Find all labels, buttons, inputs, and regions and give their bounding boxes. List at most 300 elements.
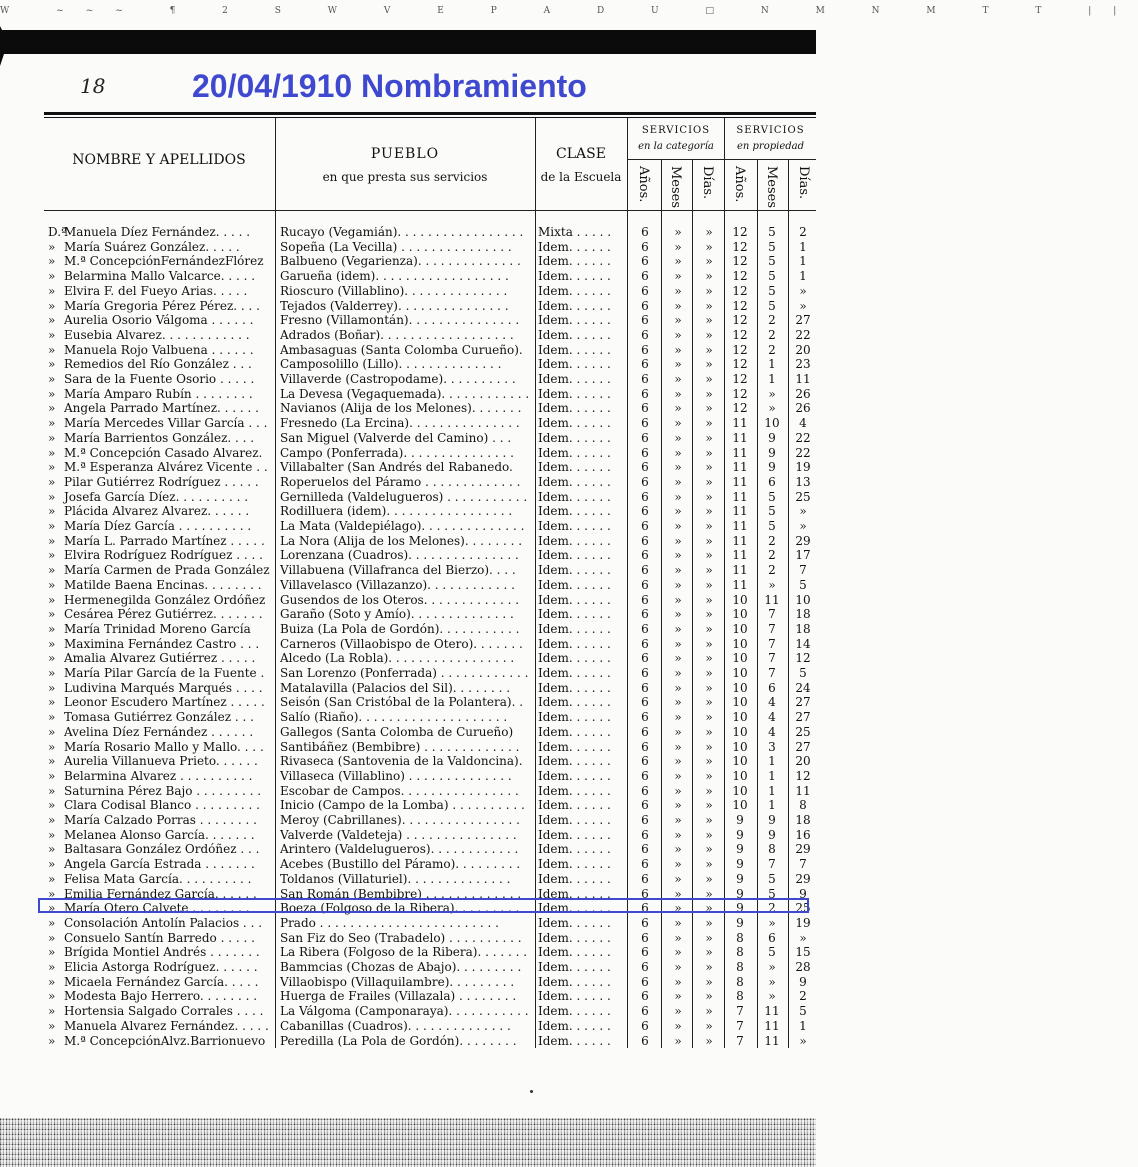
row-mark: » <box>48 768 56 783</box>
row-pueblo: Escobar de Campos. . . . . . . . . . . . . . . . <box>280 783 519 798</box>
row-dias-propiedad: » <box>799 504 807 519</box>
table-row <box>0 534 816 549</box>
row-clase: Idem. . . . . . <box>538 445 611 460</box>
row-clase: Idem. . . . . . <box>538 283 611 298</box>
row-dias-propiedad: 5 <box>799 666 807 680</box>
row-name: M.ª ConcepciónAlvz.Barrionuevo <box>64 1033 266 1048</box>
row-clase: Idem. . . . . . <box>538 592 611 607</box>
row-meses-categoria: » <box>674 1004 682 1019</box>
row-dias-propiedad: 18 <box>795 621 811 636</box>
row-clase: Idem. . . . . . <box>538 886 611 901</box>
row-dias-categoria: » <box>705 1004 713 1019</box>
row-pueblo: Matalavilla (Palacios del Sil). . . . . . . . <box>280 680 511 695</box>
row-pueblo: Villaobispo (Villaquilambre). . . . . . . . . <box>280 974 515 989</box>
table-row <box>0 989 816 1004</box>
page-number: 18 <box>80 74 106 98</box>
row-meses-categoria: » <box>674 225 682 239</box>
row-dias-propiedad: 1 <box>799 254 807 269</box>
table-row <box>0 784 816 799</box>
row-meses-propiedad: » <box>768 960 776 974</box>
row-dias-propiedad: 12 <box>795 768 811 783</box>
row-clase: Idem. . . . . . <box>538 607 611 622</box>
row-dias-categoria: » <box>705 577 713 592</box>
row-name: Pilar Gutiérrez Rodríguez . . . . . <box>64 474 259 489</box>
row-dias-categoria: » <box>705 989 713 1004</box>
table-row <box>0 387 816 402</box>
row-meses-categoria: » <box>674 342 682 357</box>
row-meses-categoria: » <box>674 724 682 739</box>
row-meses-propiedad: 7 <box>768 666 776 680</box>
row-dias-propiedad: 20 <box>795 342 811 357</box>
row-mark: » <box>48 607 56 622</box>
row-mark: » <box>48 372 56 386</box>
row-anos-propiedad: 10 <box>732 680 748 695</box>
row-anos-categoria: 6 <box>641 254 649 269</box>
row-clase: Idem. . . . . . <box>538 342 611 357</box>
row-name: M.ª Concepción Casado Alvarez. <box>64 445 263 460</box>
row-pueblo: Gusendos de los Oteros. . . . . . . . . . . . . <box>280 592 520 607</box>
row-meses-propiedad: 5 <box>768 298 776 313</box>
table-row <box>0 372 816 387</box>
row-anos-propiedad: 11 <box>732 430 748 445</box>
table-row <box>0 343 816 358</box>
table-row <box>0 401 816 416</box>
row-anos-propiedad: 7 <box>736 1018 744 1033</box>
services-subheader-rule <box>628 159 816 160</box>
row-dias-propiedad: 14 <box>795 636 811 651</box>
row-mark: » <box>48 901 56 916</box>
row-anos-propiedad: 11 <box>732 563 748 578</box>
row-dias-propiedad: 23 <box>795 357 811 372</box>
highlight-box-maria-otero-calvete <box>38 898 809 916</box>
row-name: Manuela Alvarez Fernández. . . . . <box>64 1018 269 1033</box>
table-row <box>0 813 816 828</box>
row-name: María Trinidad Moreno García <box>64 621 251 636</box>
row-dias-categoria: » <box>705 724 713 739</box>
table-row <box>0 460 816 475</box>
row-meses-propiedad: 2 <box>768 901 776 916</box>
row-meses-propiedad: 10 <box>764 416 780 431</box>
row-meses-propiedad: 5 <box>768 519 776 533</box>
row-anos-categoria: 6 <box>641 357 649 372</box>
row-pueblo: Rioscuro (Villablino). . . . . . . . . . . . . . <box>280 283 508 298</box>
row-meses-propiedad: 5 <box>768 504 776 519</box>
table-row <box>0 695 816 710</box>
row-meses-categoria: » <box>674 842 682 857</box>
row-dias-propiedad: 1 <box>799 269 807 284</box>
row-meses-categoria: » <box>674 871 682 886</box>
row-clase: Idem. . . . . . <box>538 798 611 813</box>
row-name: Elvira Rodríguez Rodríguez . . . . <box>64 548 263 563</box>
row-clase: Idem. . . . . . <box>538 842 611 857</box>
row-clase: Idem. . . . . . <box>538 621 611 636</box>
row-name: María Mercedes Villar García . . . <box>64 416 268 431</box>
row-anos-propiedad: 12 <box>732 401 748 416</box>
row-name: Baltasara González Ordóñez . . . <box>64 842 260 857</box>
row-dias-propiedad: 22 <box>795 445 811 460</box>
row-dias-categoria: » <box>705 386 713 401</box>
row-mark: » <box>48 401 56 416</box>
row-mark: » <box>48 327 56 342</box>
row-name: M.ª ConcepciónFernándezFlórez <box>64 254 264 269</box>
row-pueblo: Toldanos (Villaturiel). . . . . . . . . . . . . . <box>280 871 511 886</box>
row-mark: » <box>48 489 56 504</box>
row-anos-categoria: 6 <box>641 519 649 533</box>
row-pueblo: Villabuena (Villafranca del Bierzo). . . . <box>280 563 516 578</box>
scan-top-margin <box>0 0 1138 28</box>
row-pueblo: La Nora (Alija de los Melones). . . . . . . . <box>280 533 523 548</box>
row-dias-propiedad: 22 <box>795 327 811 342</box>
row-dias-propiedad: 27 <box>795 695 811 710</box>
row-pueblo: San Miguel (Valverde del Camino) . . . <box>280 430 512 445</box>
row-meses-propiedad: 7 <box>768 651 776 666</box>
row-name: Cesárea Pérez Gutiérrez. . . . . . . <box>64 607 263 622</box>
row-mark: » <box>48 416 56 431</box>
row-name: Avelina Díez Fernández . . . . . . <box>64 724 254 739</box>
row-name: María Pilar García de la Fuente . <box>64 666 265 680</box>
row-dias-categoria: » <box>705 327 713 342</box>
row-pueblo: La Ribera (Folgoso de la Ribera). . . . . . . <box>280 945 528 960</box>
table-row <box>0 519 816 534</box>
row-mark: » <box>48 827 56 842</box>
header-pueblo-sub: en que presta sus servicios <box>322 170 488 184</box>
row-meses-categoria: » <box>674 857 682 872</box>
table-row <box>0 446 816 461</box>
row-dias-categoria: » <box>705 651 713 666</box>
row-pueblo: San Román (Bembibre) . . . . . . . . . . . . . <box>280 886 522 901</box>
scan-black-band <box>0 30 816 54</box>
row-mark: » <box>48 474 56 489</box>
row-anos-propiedad: 12 <box>732 254 748 269</box>
row-clase: Idem. . . . . . <box>538 372 611 386</box>
header-servicios-categoria: SERVICIOS <box>641 125 711 136</box>
row-anos-propiedad: 10 <box>732 666 748 680</box>
row-pueblo: Rodilluera (idem). . . . . . . . . . . . . . . . . <box>280 504 513 519</box>
row-dias-propiedad: » <box>799 930 807 945</box>
row-clase: Idem. . . . . . <box>538 915 611 930</box>
row-dias-categoria: » <box>705 1033 713 1048</box>
row-mark: » <box>48 357 56 372</box>
row-dias-propiedad: 5 <box>799 577 807 592</box>
row-meses-propiedad: 5 <box>768 886 776 901</box>
row-dias-propiedad: 11 <box>795 783 811 798</box>
row-anos-categoria: 6 <box>641 901 649 916</box>
row-pueblo: Villaverde (Castropodame). . . . . . . . . . <box>280 372 516 386</box>
row-pueblo: La Válgoma (Camponaraya). . . . . . . . . . . <box>280 1004 529 1019</box>
row-meses-propiedad: 9 <box>768 827 776 842</box>
row-name: Belarmina Mallo Valcarce. . . . . <box>64 269 256 284</box>
row-name: Melanea Alonso García. . . . . . . <box>64 827 255 842</box>
row-mark: » <box>48 960 56 974</box>
row-dias-propiedad: 27 <box>795 710 811 725</box>
row-dias-categoria: » <box>705 298 713 313</box>
row-dias-categoria: » <box>705 768 713 783</box>
row-meses-categoria: » <box>674 636 682 651</box>
row-clase: Idem. . . . . . <box>538 519 611 533</box>
row-anos-propiedad: 10 <box>732 651 748 666</box>
row-anos-categoria: 6 <box>641 283 649 298</box>
row-clase: Idem. . . . . . <box>538 666 611 680</box>
row-anos-categoria: 6 <box>641 504 649 519</box>
row-dias-propiedad: 27 <box>795 739 811 754</box>
row-mark: » <box>48 739 56 754</box>
row-dias-propiedad: 18 <box>795 813 811 827</box>
row-meses-propiedad: 2 <box>768 327 776 342</box>
table-row <box>0 975 816 990</box>
row-clase: Idem. . . . . . <box>538 1033 611 1048</box>
row-clase: Idem. . . . . . <box>538 974 611 989</box>
row-anos-propiedad: 11 <box>732 519 748 533</box>
row-pueblo: Prado . . . . . . . . . . . . . . . . . . . . . . . . <box>280 915 499 930</box>
row-dias-propiedad: 1 <box>799 239 807 254</box>
row-anos-categoria: 6 <box>641 342 649 357</box>
row-anos-propiedad: 9 <box>736 813 744 827</box>
row-mark: » <box>48 254 56 269</box>
row-anos-categoria: 6 <box>641 783 649 798</box>
row-dias-propiedad: 2 <box>799 225 807 239</box>
table-row <box>0 960 816 975</box>
table-row <box>0 769 816 784</box>
row-pueblo: Tejados (Valderrey). . . . . . . . . . . . . . . <box>280 298 509 313</box>
row-name: Eusebia Alvarez. . . . . . . . . . . . <box>64 327 250 342</box>
row-anos-categoria: 6 <box>641 239 649 254</box>
row-meses-propiedad: 3 <box>768 739 776 754</box>
row-meses-propiedad: 6 <box>768 680 776 695</box>
row-mark: » <box>48 342 56 357</box>
row-name: María Otero Calvete . . . . . . . . <box>64 901 250 916</box>
table-row <box>0 931 816 946</box>
row-name: Remedios del Río González . . . <box>64 357 252 372</box>
row-pueblo: Gallegos (Santa Colomba de Curueño) <box>280 724 514 739</box>
row-name: María Díez García . . . . . . . . . . <box>64 519 252 533</box>
row-dias-categoria: » <box>705 680 713 695</box>
row-meses-propiedad: 2 <box>768 533 776 548</box>
header-dias-1: Días. <box>700 166 715 200</box>
row-dias-propiedad: 8 <box>799 798 807 813</box>
row-dias-propiedad: 11 <box>795 372 811 386</box>
row-anos-categoria: 6 <box>641 842 649 857</box>
row-name: Ludivina Marqués Marqués . . . . <box>64 680 263 695</box>
row-dias-categoria: » <box>705 401 713 416</box>
table-row <box>0 828 816 843</box>
row-dias-propiedad: 25 <box>795 901 811 916</box>
table-row <box>0 666 816 681</box>
row-anos-categoria: 6 <box>641 886 649 901</box>
table-row <box>0 269 816 284</box>
row-anos-categoria: 6 <box>641 724 649 739</box>
row-anos-propiedad: 10 <box>732 607 748 622</box>
row-meses-categoria: » <box>674 592 682 607</box>
row-mark: » <box>48 592 56 607</box>
row-anos-propiedad: 12 <box>732 225 748 239</box>
row-dias-categoria: » <box>705 827 713 842</box>
row-meses-categoria: » <box>674 739 682 754</box>
row-dias-propiedad: 17 <box>795 548 811 563</box>
row-dias-propiedad: 29 <box>795 842 811 857</box>
row-pueblo: Cabanillas (Cuadros). . . . . . . . . . . . . . <box>280 1018 511 1033</box>
row-meses-categoria: » <box>674 327 682 342</box>
row-meses-propiedad: 5 <box>768 871 776 886</box>
row-clase: Idem. . . . . . <box>538 695 611 710</box>
row-clase: Idem. . . . . . <box>538 460 611 475</box>
row-name: María L. Parrado Martínez . . . . . <box>64 533 265 548</box>
row-dias-propiedad: 19 <box>795 915 811 930</box>
row-dias-categoria: » <box>705 636 713 651</box>
header-nombre: NOMBRE Y APELLIDOS <box>72 152 246 168</box>
row-meses-categoria: » <box>674 1033 682 1048</box>
row-meses-categoria: » <box>674 239 682 254</box>
table-row <box>0 842 816 857</box>
row-name: María Rosario Mallo y Mallo. . . . <box>64 739 264 754</box>
row-clase: Idem. . . . . . <box>538 989 611 1004</box>
row-anos-propiedad: 12 <box>732 372 748 386</box>
row-dias-categoria: » <box>705 621 713 636</box>
row-mark: » <box>48 577 56 592</box>
row-name: Aurelia Osorio Válgoma . . . . . . <box>64 313 254 328</box>
row-meses-categoria: » <box>674 430 682 445</box>
table-row <box>0 578 816 593</box>
row-dias-categoria: » <box>705 474 713 489</box>
row-dias-categoria: » <box>705 1018 713 1033</box>
row-meses-categoria: » <box>674 386 682 401</box>
row-clase: Idem. . . . . . <box>538 504 611 519</box>
row-meses-propiedad: 9 <box>768 445 776 460</box>
row-dias-categoria: » <box>705 915 713 930</box>
row-anos-propiedad: 12 <box>732 283 748 298</box>
row-dias-propiedad: 13 <box>795 474 811 489</box>
row-anos-categoria: 6 <box>641 1018 649 1033</box>
row-dias-categoria: » <box>705 945 713 960</box>
row-mark: » <box>48 1004 56 1019</box>
row-anos-categoria: 6 <box>641 930 649 945</box>
row-meses-categoria: » <box>674 666 682 680</box>
row-meses-categoria: » <box>674 504 682 519</box>
row-name: Manuela Rojo Valbuena . . . . . . <box>64 342 254 357</box>
row-anos-categoria: 6 <box>641 563 649 578</box>
row-mark: » <box>48 857 56 872</box>
row-anos-categoria: 6 <box>641 474 649 489</box>
row-meses-propiedad: 7 <box>768 636 776 651</box>
row-mark: » <box>48 754 56 769</box>
row-dias-categoria: » <box>705 886 713 901</box>
row-meses-categoria: » <box>674 445 682 460</box>
row-name: Maximina Fernández Castro . . . <box>64 636 260 651</box>
row-meses-propiedad: 1 <box>768 754 776 769</box>
row-name: Hermenegilda González Ordóñez <box>64 592 266 607</box>
row-meses-categoria: » <box>674 989 682 1004</box>
row-name: Emilia Fernández García. . . . . . <box>64 886 257 901</box>
row-meses-propiedad: 7 <box>768 857 776 872</box>
row-pueblo: Buiza (La Pola de Gordón). . . . . . . . . . . <box>280 621 520 636</box>
row-anos-propiedad: 12 <box>732 342 748 357</box>
row-anos-categoria: 6 <box>641 945 649 960</box>
row-dias-propiedad: 22 <box>795 430 811 445</box>
row-dias-categoria: » <box>705 533 713 548</box>
header-dias-2: Días. <box>796 166 811 200</box>
row-dias-categoria: » <box>705 607 713 622</box>
row-meses-categoria: » <box>674 313 682 328</box>
row-meses-propiedad: 1 <box>768 357 776 372</box>
row-clase: Idem. . . . . . <box>538 548 611 563</box>
row-clase: Idem. . . . . . <box>538 386 611 401</box>
row-mark: » <box>48 798 56 813</box>
table-row <box>0 357 816 372</box>
row-dias-categoria: » <box>705 430 713 445</box>
row-pueblo: Santibáñez (Bembibre) . . . . . . . . . . . . . <box>280 739 520 754</box>
row-anos-categoria: 6 <box>641 827 649 842</box>
row-meses-propiedad: 1 <box>768 372 776 386</box>
row-anos-propiedad: 10 <box>732 592 748 607</box>
row-mark: » <box>48 621 56 636</box>
row-mark: » <box>48 915 56 930</box>
row-clase: Idem. . . . . . <box>538 651 611 666</box>
row-clase: Idem. . . . . . <box>538 768 611 783</box>
header-pueblo: PUEBLO <box>370 146 440 162</box>
header-anos-1: Años. <box>636 166 651 203</box>
row-mark: » <box>48 313 56 328</box>
row-pueblo: Fresno (Villamontán). . . . . . . . . . . . . . . <box>280 313 520 328</box>
header-meses-1: Meses <box>668 166 683 209</box>
row-clase: Idem. . . . . . <box>538 724 611 739</box>
row-mark: » <box>48 989 56 1004</box>
row-pueblo: Adrados (Boñar). . . . . . . . . . . . . . . . . . <box>280 327 514 342</box>
row-mark: » <box>48 842 56 857</box>
row-meses-propiedad: 6 <box>768 474 776 489</box>
row-pueblo: Campo (Ponferrada). . . . . . . . . . . . . . . <box>280 445 514 460</box>
row-mark: » <box>48 386 56 401</box>
row-pueblo: La Mata (Valdepiélago). . . . . . . . . . . . . . <box>280 519 525 533</box>
row-clase: Idem. . . . . . <box>538 327 611 342</box>
row-anos-propiedad: 10 <box>732 724 748 739</box>
row-anos-categoria: 6 <box>641 680 649 695</box>
row-meses-propiedad: 6 <box>768 930 776 945</box>
row-meses-categoria: » <box>674 974 682 989</box>
row-anos-categoria: 6 <box>641 489 649 504</box>
row-name: Clara Codisal Blanco . . . . . . . . . <box>64 798 260 813</box>
row-anos-categoria: 6 <box>641 695 649 710</box>
row-pueblo: Meroy (Cabrillanes). . . . . . . . . . . . . . . . <box>280 813 520 827</box>
row-pueblo: Valverde (Valdeteja) . . . . . . . . . . . . . . . <box>280 827 517 842</box>
row-name: Modesta Bajo Herrero. . . . . . . . <box>64 989 258 1004</box>
row-meses-categoria: » <box>674 798 682 813</box>
row-mark: » <box>48 930 56 945</box>
row-clase: Idem. . . . . . <box>538 577 611 592</box>
row-anos-categoria: 6 <box>641 607 649 622</box>
row-meses-categoria: » <box>674 254 682 269</box>
row-dias-propiedad: 7 <box>799 563 807 578</box>
row-pueblo: Rucayo (Vegamián). . . . . . . . . . . . . . . . . <box>280 225 524 239</box>
row-dias-categoria: » <box>705 783 713 798</box>
row-name: Saturnina Pérez Bajo . . . . . . . . . <box>64 783 262 798</box>
row-anos-propiedad: 7 <box>736 1004 744 1019</box>
row-meses-propiedad: 4 <box>768 724 776 739</box>
row-anos-propiedad: 11 <box>732 577 748 592</box>
row-meses-propiedad: 2 <box>768 342 776 357</box>
table-row <box>0 504 816 519</box>
row-anos-propiedad: 12 <box>732 327 748 342</box>
row-anos-propiedad: 11 <box>732 474 748 489</box>
table-row <box>0 593 816 608</box>
row-anos-propiedad: 9 <box>736 871 744 886</box>
row-meses-propiedad: » <box>768 386 776 401</box>
row-pueblo: Balbueno (Vegarienza). . . . . . . . . . . . . . <box>280 254 521 269</box>
row-clase: Idem. . . . . . <box>538 680 611 695</box>
row-dias-categoria: » <box>705 372 713 386</box>
row-meses-categoria: » <box>674 416 682 431</box>
row-anos-categoria: 6 <box>641 798 649 813</box>
row-dias-categoria: » <box>705 504 713 519</box>
scan-top-noise: W ~~~ ¶ 2 S W V E P A D U □ N M N M T T || <box>0 6 1138 16</box>
